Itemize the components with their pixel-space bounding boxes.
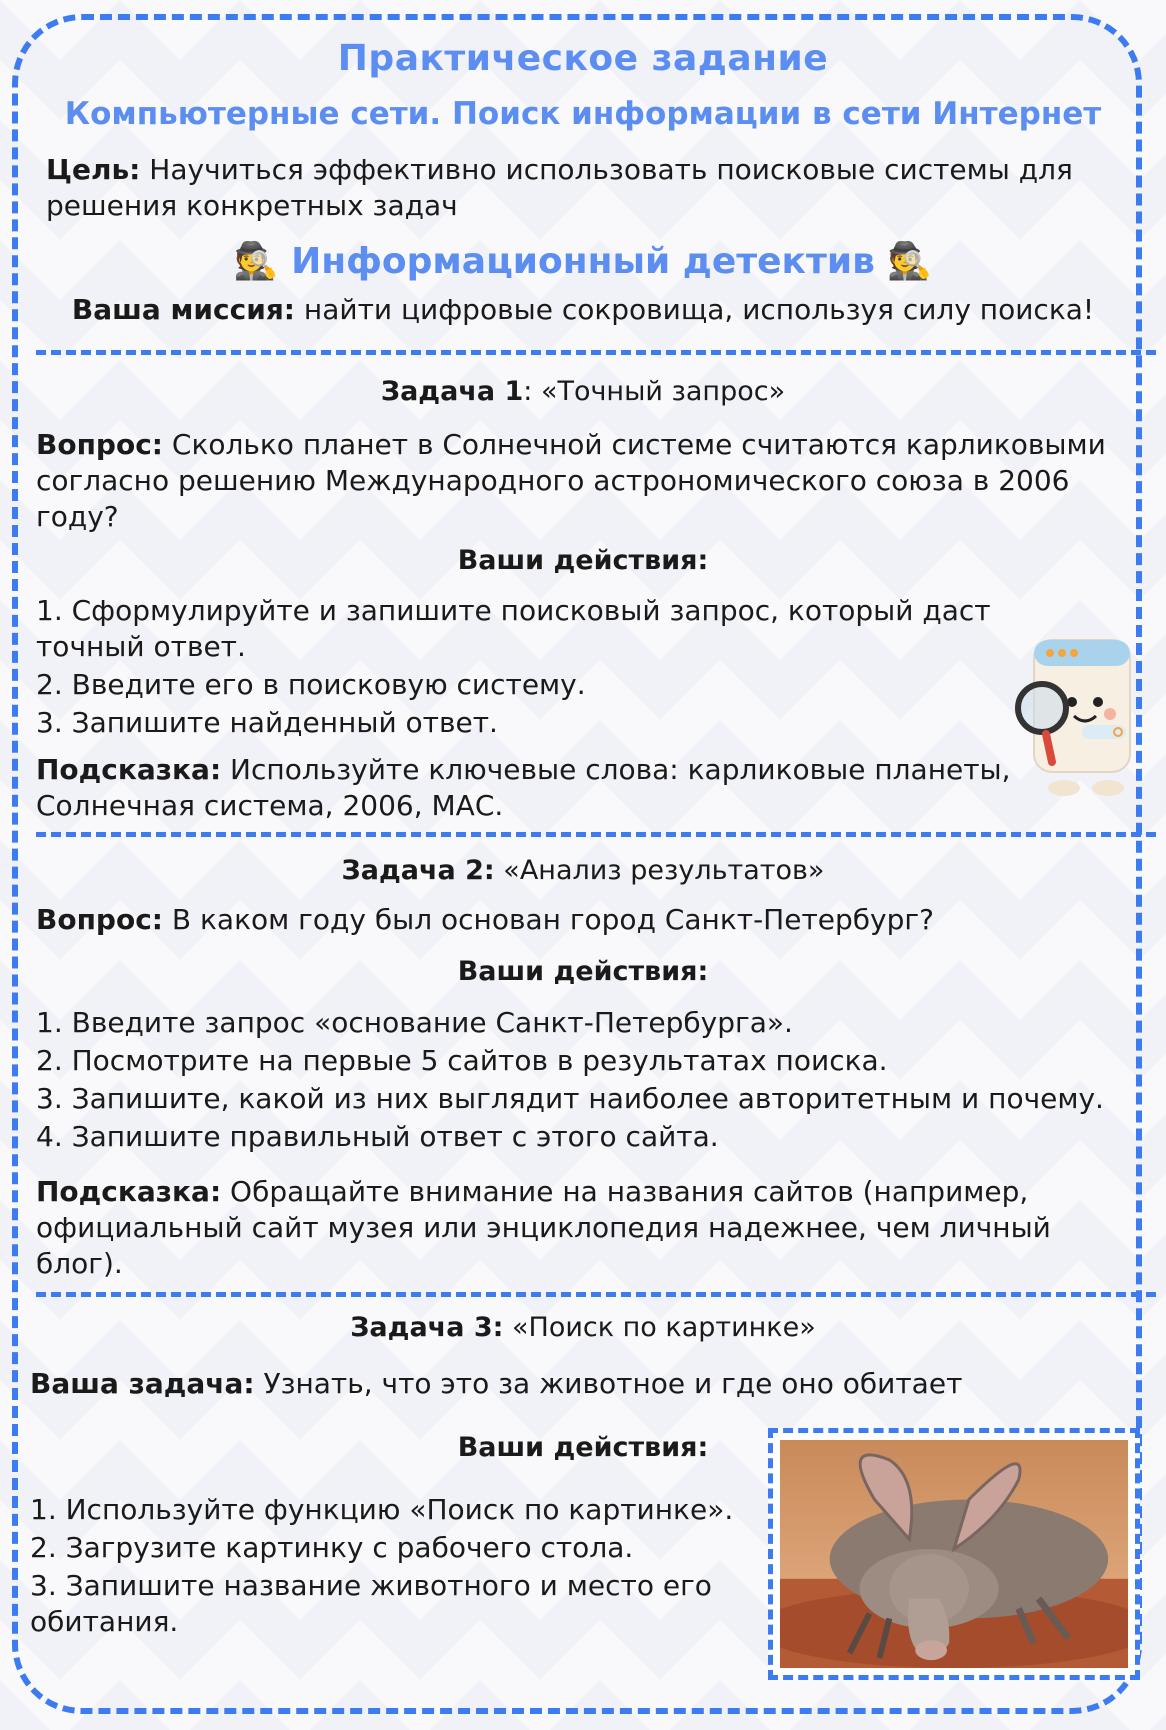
task3-task: [30, 1366, 1130, 1402]
task1-hint-label: Подсказка:: [36, 753, 222, 786]
search-mascot-icon: [1012, 630, 1142, 800]
task2-hint-text: Обращайте внимание на названия сайтов (например, официальный сайт музея или энциклопедия надежнее, чем личный блог).: [36, 1175, 1051, 1280]
section-divider: [36, 350, 1156, 355]
detective-icon: 🕵: [887, 241, 933, 282]
list-item: 2. Посмотрите на первые 5 сайтов в результатах поиска.: [36, 1044, 888, 1077]
section-divider: [36, 1292, 1156, 1297]
goal-text: Научиться эффективно использовать поисковые системы для решения конкретных задач: [46, 153, 1073, 222]
task1-steps: [36, 593, 1056, 743]
task2-actions-title: Ваши действия:: [457, 956, 709, 987]
task1-hint-text: Используйте ключевые слова: карликовые планеты, Солнечная система, 2006, МАС.: [36, 753, 1011, 822]
task1-label: Задача 1: [380, 376, 524, 407]
goal-paragraph: [46, 152, 1126, 224]
aardvark-photo: [768, 1428, 1140, 1680]
task3-title: [0, 1312, 1166, 1343]
mission-text: найти цифровые сокровища, используя силу поиска!: [295, 293, 1095, 326]
task2-question-text: В каком году был основан город Санкт-Петербург?: [163, 903, 934, 936]
page-title: Практическое задание: [337, 38, 829, 79]
list-item: 1. Используйте функцию «Поиск по картинке».: [30, 1493, 734, 1526]
list-item: 4. Запишите правильный ответ с этого сайта.: [36, 1120, 719, 1153]
mission-line: [0, 293, 1166, 326]
task1-question: [36, 427, 1136, 535]
detective-title: Информационный детектив: [291, 241, 875, 282]
detective-icon: 🕵: [233, 241, 279, 282]
list-item: 1. Введите запрос «основание Санкт-Петербурга».: [36, 1006, 793, 1039]
task1-title: [0, 376, 1166, 407]
task2-question-label: Вопрос:: [36, 903, 163, 936]
task2-title: [0, 855, 1166, 886]
task1-name: : «Точный запрос»: [523, 376, 786, 407]
list-item: 2. Загрузите картинку с рабочего стола.: [30, 1531, 634, 1564]
task3-actions-title: Ваши действия:: [457, 1432, 709, 1463]
task2-hint-label: Подсказка:: [36, 1175, 222, 1208]
task2-name: «Анализ результатов»: [494, 855, 825, 886]
list-item: 3. Запишите, какой из них выглядит наиболее авторитетным и почему.: [36, 1082, 1104, 1115]
section-divider: [36, 832, 1156, 837]
goal-label: Цель:: [46, 153, 141, 186]
task2-question: [36, 902, 1136, 938]
task1-actions-title: Ваши действия:: [457, 545, 709, 576]
task1-hint: [36, 752, 1026, 824]
list-item: 1. Сформулируйте и запишите поисковый запрос, который даст точный ответ.: [36, 594, 991, 663]
list-item: 2. Введите его в поисковую систему.: [36, 668, 586, 701]
task2-steps: [36, 1005, 1136, 1157]
task3-steps: [30, 1492, 760, 1642]
page-subtitle: Компьютерные сети. Поиск информации в сети Интернет: [64, 96, 1102, 132]
aardvark-image: [780, 1440, 1128, 1668]
detective-heading: [0, 240, 1166, 282]
task2-hint: [36, 1174, 1116, 1282]
mission-label: Ваша миссия:: [71, 293, 296, 326]
list-item: 3. Запишите название животного и место его обитания.: [30, 1569, 712, 1638]
task2-label: Задача 2:: [341, 855, 495, 886]
task1-question-label: Вопрос:: [36, 428, 163, 461]
task3-name: «Поиск по картинке»: [503, 1312, 816, 1343]
list-item: 3. Запишите найденный ответ.: [36, 706, 498, 739]
task3-task-label: Ваша задача:: [30, 1367, 255, 1400]
task3-task-text: Узнать, что это за животное и где оно обитает: [254, 1367, 963, 1400]
task1-question-text: Сколько планет в Солнечной системе считаются карликовыми согласно решению Международного астрономического союза в 2006 году?: [36, 428, 1106, 533]
task3-label: Задача 3:: [350, 1312, 504, 1343]
